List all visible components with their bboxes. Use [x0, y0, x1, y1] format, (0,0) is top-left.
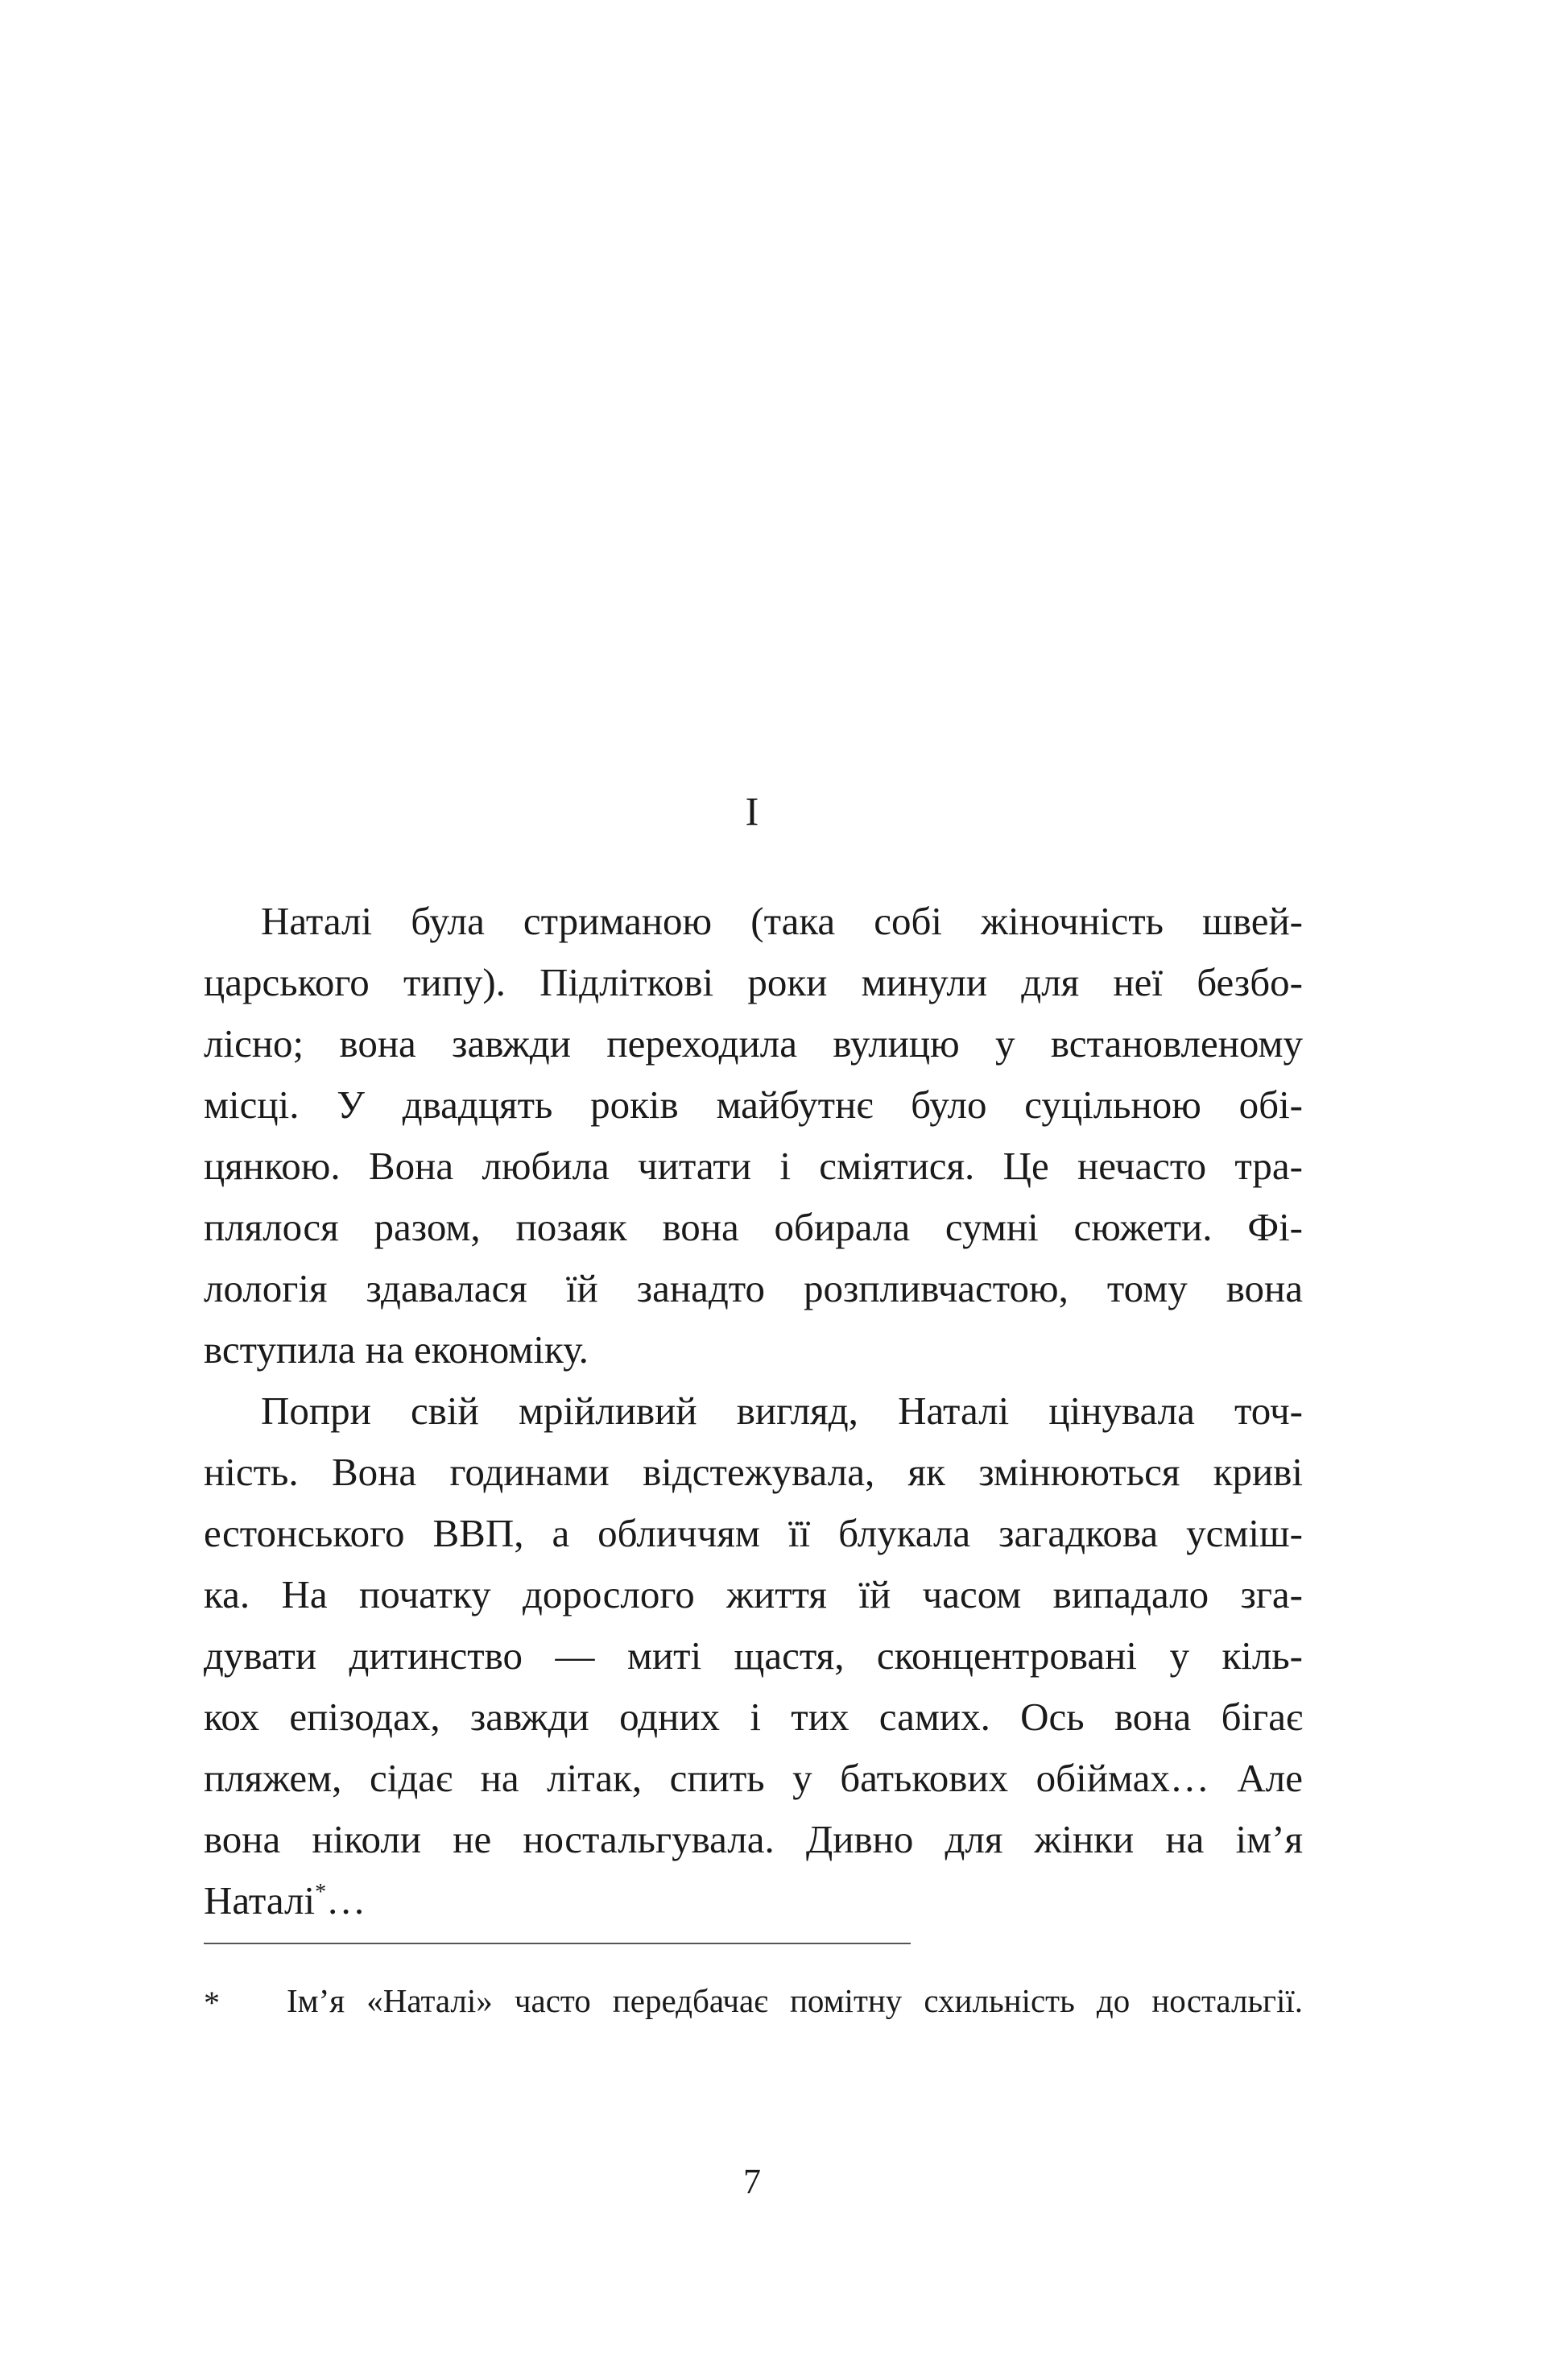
- footnote-marker: *: [204, 1985, 220, 2021]
- text-line-content: естонського ВВП, а обличчям її блукала загадкова усміш-: [204, 1511, 1303, 1555]
- footnote-divider: [204, 1943, 911, 1944]
- footnote-reference[interactable]: *: [315, 1880, 327, 1905]
- text-line: [204, 1564, 1303, 1625]
- text-line-content: лісно; вона завжди переходила вулицю у встановленому: [204, 1021, 1303, 1066]
- last-line-text: Наталі: [204, 1878, 316, 1923]
- text-line-content: цянкою. Вона любила читати і сміятися. Це нечасто тра-: [204, 1144, 1303, 1188]
- text-line-content: дувати дитинство — миті щастя, сконцентровані у кіль-: [204, 1633, 1303, 1678]
- text-line: [204, 1013, 1303, 1074]
- text-line-content: ність. Вона годинами відстежувала, як змінюються криві: [204, 1450, 1303, 1494]
- text-line-content: пляжем, сідає на літак, спить у батькових обіймах… Але: [204, 1756, 1303, 1800]
- text-line-content: Попри свій мрійливий вигляд, Наталі цінувала точ-: [261, 1389, 1303, 1433]
- text-line-content: вона ніколи не ностальгувала. Дивно для жінки на ім’я: [204, 1817, 1303, 1861]
- text-line: [204, 1809, 1303, 1870]
- text-line: [204, 1197, 1303, 1258]
- text-line: [261, 1380, 1303, 1442]
- text-line: [261, 891, 1303, 952]
- footnote-text: Ім’я «Наталі» часто передбачає помітну схильність до ностальгії.: [287, 1982, 1303, 2019]
- text-line: [204, 1258, 1303, 1319]
- text-line-content: плялося разом, позаяк вона обирала сумні сюжети. Фі-: [204, 1205, 1303, 1249]
- text-line: [204, 1319, 1303, 1380]
- text-line: [204, 1074, 1303, 1136]
- text-line: [204, 1136, 1303, 1197]
- text-line: [204, 1503, 1303, 1564]
- text-line-content: кох епізодах, завжди одних і тих самих. Ось вона бігає: [204, 1695, 1303, 1739]
- text-line-content: лологія здавалася їй занадто розпливчастою, тому вона: [204, 1266, 1303, 1310]
- text-line-content: царського типу). Підліткові роки минули для неї безбо-: [204, 960, 1303, 1004]
- ellipsis: …: [326, 1878, 366, 1923]
- text-line: [204, 952, 1303, 1013]
- text-line-content: вступила на економіку.: [204, 1327, 589, 1372]
- text-line-content: ка. На початку дорослого життя їй часом випадало зга-: [204, 1572, 1303, 1616]
- text-line: [204, 1442, 1303, 1503]
- text-line-content: місці. У двадцять років майбутнє було суцільною обі-: [204, 1082, 1303, 1127]
- text-line: [204, 1748, 1303, 1809]
- page-number: 7: [743, 2162, 761, 2201]
- text-line: [204, 1870, 1303, 1931]
- chapter-number: I: [745, 789, 759, 834]
- text-line-content: Наталі була стриманою (така собі жіночність швей-: [261, 899, 1303, 943]
- text-line: [204, 1625, 1303, 1687]
- text-line: [204, 1687, 1303, 1748]
